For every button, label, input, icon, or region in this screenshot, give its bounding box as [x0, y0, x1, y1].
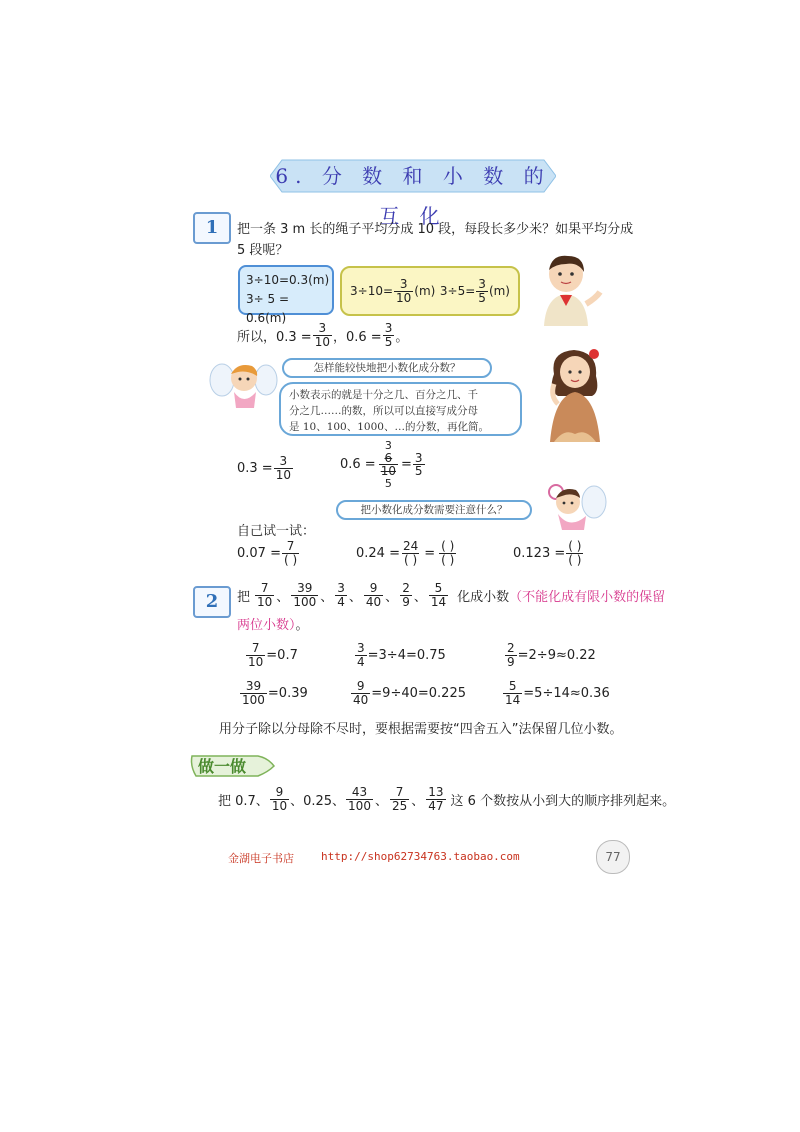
numerator: 24	[402, 539, 419, 553]
result-value: =0.39	[267, 685, 308, 701]
fraction-solution-box	[340, 266, 520, 316]
practice-mid: 、0.25、	[290, 793, 346, 809]
numerator: 2	[402, 581, 410, 595]
denominator-blank: ( )	[568, 552, 582, 567]
fraction	[355, 642, 367, 668]
fraction	[255, 582, 274, 608]
rounding-rule: 用分子除以分母除不尽时，要根据需要按“四舍五入”法保留几位小数。	[219, 722, 623, 737]
division-solution-box	[238, 265, 334, 325]
fraction	[240, 680, 267, 706]
explanation-line-3: 是 10、100、1000、…的分数，再化简。	[289, 421, 489, 433]
problem-2-note-end: 。	[295, 618, 309, 633]
denominator: 5	[384, 334, 393, 349]
numerator: 9	[356, 679, 365, 693]
page-title: 6. 分 数 和 小 数 的 互 化	[275, 164, 551, 228]
problem-2-tail: 化成小数	[457, 589, 510, 605]
numerator: 3	[384, 321, 393, 335]
denominator: 100	[348, 798, 371, 813]
conclusion-prefix: 所以，0.3 =	[237, 329, 312, 345]
yellow-a-left: 3÷10=	[350, 284, 394, 298]
separator: 、	[348, 589, 362, 605]
numerator: 13	[428, 785, 444, 799]
angel-illustration-2	[534, 478, 608, 532]
fraction	[351, 680, 370, 706]
numerator: 3	[357, 641, 365, 655]
separator: 、	[276, 589, 290, 605]
speech-bubble-question: 怎样能较快地把小数化成分数？	[282, 358, 492, 378]
fraction	[291, 582, 318, 608]
fraction	[246, 642, 265, 668]
denominator: 40	[365, 594, 382, 609]
numerator: 3	[279, 454, 288, 468]
denominator-blank: ( )	[404, 552, 418, 567]
example-left: 0.3 =	[237, 460, 273, 476]
explanation-line-2: 分之几……的数，所以可以直接写成分母	[289, 405, 478, 417]
numerator: 6	[384, 450, 393, 465]
fraction	[270, 786, 289, 812]
denominator: 10	[314, 334, 330, 349]
numerator-blank: ( )	[568, 539, 582, 553]
result-3-4	[354, 642, 446, 668]
fraction	[505, 642, 517, 668]
result-2-9	[504, 642, 596, 668]
fraction	[282, 540, 299, 566]
fraction	[364, 582, 383, 608]
girl-illustration	[540, 344, 608, 442]
numerator: 3	[478, 276, 486, 291]
numerator: 3	[337, 581, 345, 595]
page-title-banner	[270, 156, 556, 228]
conclusion-end: 。	[395, 329, 409, 345]
fraction	[335, 582, 347, 608]
numerator: 7	[395, 785, 404, 799]
numerator: 9	[369, 581, 378, 595]
fraction	[346, 786, 373, 812]
denominator: 14	[505, 692, 521, 707]
separator: 、	[320, 589, 334, 605]
numerator: 43	[351, 785, 368, 799]
yellow-b-left: 3÷5=	[439, 284, 476, 298]
fraction-reduced	[379, 440, 398, 489]
fraction	[394, 278, 413, 304]
explanation-line-1: 小数表示的就是十分之几、百分之几、千	[289, 389, 478, 401]
practice-label: 做一做	[198, 757, 247, 776]
denominator: 5	[414, 464, 423, 479]
denominator-blank: ( )	[441, 552, 455, 567]
denominator: 40	[353, 692, 369, 707]
problem-1-text-line1: 把一条 3 m 长的绳子平均分成 10 段，每段长多少米？如果平均分成	[237, 222, 634, 237]
problem-number-badge: 1	[193, 212, 231, 244]
problem-2-note-line2: 两位小数）	[237, 618, 296, 633]
problem-2-line2	[237, 614, 309, 633]
result-39-100	[239, 680, 308, 706]
result-value: =2÷9≈0.22	[517, 647, 596, 663]
result-7-10	[245, 642, 298, 668]
numerator: 3	[399, 276, 408, 291]
denominator: 9	[402, 594, 410, 609]
practice-problem: 把 0.7、 $\frac{9}{10}$ 、0.25、 $\frac{43}{100}$ 、 $\frac{7}{25}$ 、 $\frac{13}{47}$ 这 6 个数按从小到大的顺序排列起来。	[218, 785, 676, 813]
problem-2-lead: 把	[237, 589, 251, 605]
denominator: 4	[337, 594, 345, 609]
page-number: 77	[596, 840, 630, 874]
boy-illustration	[528, 252, 604, 326]
example-0-6	[340, 440, 426, 489]
fraction-blank	[439, 540, 456, 566]
unit-label: (m)	[488, 284, 510, 298]
fraction	[383, 322, 395, 348]
reduced-bottom: 5	[384, 476, 392, 490]
problem-1-text-line2: 5 段呢？	[237, 243, 289, 258]
numerator-blank: ( )	[441, 539, 455, 553]
denominator-blank: ( )	[283, 552, 298, 567]
numerator: 9	[275, 785, 284, 799]
fraction	[400, 582, 412, 608]
fraction	[503, 680, 522, 706]
numerator: 5	[434, 581, 443, 595]
fraction	[401, 540, 420, 566]
problem-number-badge: 2	[193, 586, 231, 618]
division-line-1: 3÷10=0.3(m)	[246, 273, 330, 287]
example-0-3	[237, 455, 294, 481]
angel-illustration	[208, 356, 278, 412]
problem-2-note-line1: （不能化成有限小数的保留	[509, 589, 666, 605]
result-value: =5÷14≈0.36	[523, 685, 610, 701]
example-left: 0.6 =	[340, 457, 376, 473]
try-left: 0.123 =	[513, 545, 566, 561]
denominator: 10	[380, 464, 396, 479]
separator: 、	[413, 589, 427, 605]
denominator: 10	[257, 594, 273, 609]
speech-bubble-explanation	[279, 382, 522, 436]
numerator: 39	[297, 581, 313, 595]
try-left: 0.24 =	[356, 545, 400, 561]
try-item-1	[237, 540, 300, 566]
numerator: 39	[245, 679, 262, 693]
numerator: 2	[507, 641, 515, 655]
denominator: 9	[507, 654, 515, 669]
practice-lead: 把 0.7、	[218, 793, 269, 809]
fraction	[426, 786, 445, 812]
unit-label: (m)	[414, 284, 436, 298]
speech-bubble-note: 把小数化成分数需要注意什么？	[336, 500, 532, 520]
result-9-40	[350, 680, 466, 706]
practice-tail: 这 6 个数按从小到大的顺序排列起来。	[450, 793, 676, 809]
denominator: 25	[391, 798, 408, 813]
footer-url: http://shop62734763.taobao.com	[321, 850, 520, 863]
equals-sign: =	[424, 545, 436, 561]
result-value: =0.7	[266, 647, 298, 663]
denominator: 100	[293, 594, 317, 609]
denominator: 10	[275, 467, 291, 482]
numerator: 7	[251, 641, 260, 655]
numerator: 5	[508, 679, 517, 693]
denominator: 100	[242, 692, 265, 707]
numerator: 3	[318, 321, 327, 335]
footer-store-name: 金湖电子书店	[228, 852, 294, 865]
numerator: 3	[414, 450, 423, 465]
denominator: 47	[428, 798, 444, 813]
result-value: =3÷4=0.75	[367, 647, 446, 663]
separator: 、	[385, 589, 399, 605]
numerator: 7	[286, 539, 295, 553]
fraction	[390, 786, 409, 812]
try-item-2	[356, 540, 457, 566]
denominator: 14	[430, 594, 447, 609]
denominator: 10	[248, 654, 264, 669]
fraction	[313, 322, 332, 348]
denominator: 10	[271, 798, 288, 813]
denominator: 4	[357, 654, 365, 669]
result-value: =9÷40=0.225	[371, 685, 466, 701]
numerator: 7	[260, 581, 269, 595]
result-5-14	[502, 680, 610, 706]
fraction	[429, 582, 448, 608]
denominator: 10	[396, 290, 412, 305]
denominator: 5	[478, 290, 486, 305]
division-line-2: 3÷ 5 = 0.6(m)	[246, 292, 290, 325]
fraction-blank	[566, 540, 583, 566]
fraction	[476, 278, 488, 304]
equals-sign: =	[400, 457, 412, 473]
conclusion-mid: ，0.6 =	[332, 329, 382, 345]
fraction	[413, 452, 425, 478]
try-item-3	[513, 540, 584, 566]
reduced-top: 3	[384, 439, 392, 452]
conclusion-line	[237, 322, 408, 348]
fraction	[274, 455, 293, 481]
problem-2-line1	[237, 582, 665, 608]
try-it-label: 自己试一试：	[237, 524, 316, 539]
try-left: 0.07 =	[237, 545, 281, 561]
